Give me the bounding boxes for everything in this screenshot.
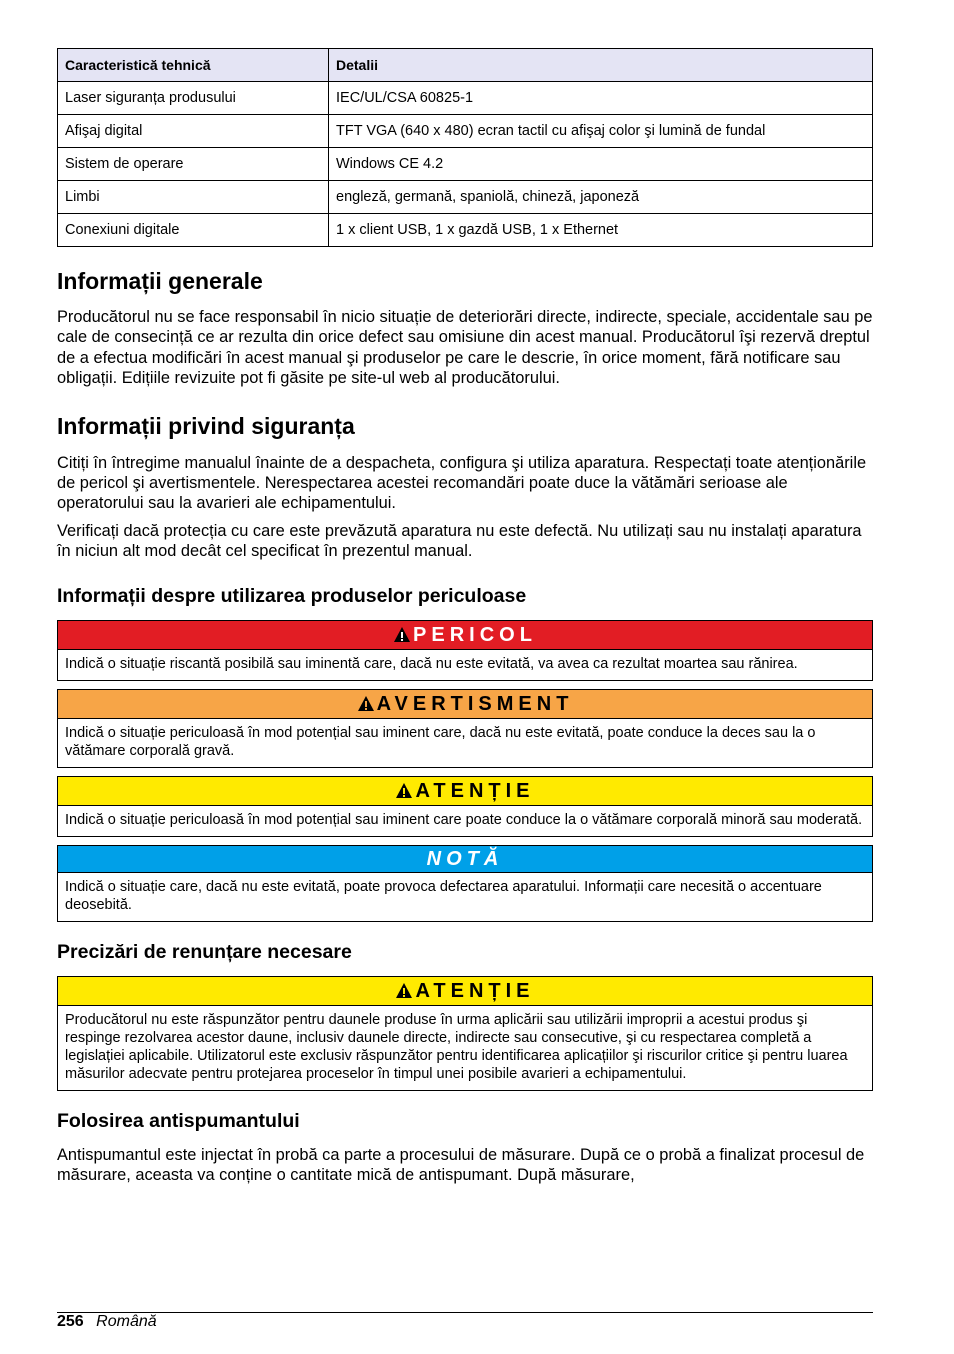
warning-box	[57, 689, 873, 768]
table-cell: Sistem de operare	[58, 148, 329, 181]
antifoam-text: Antispumantul este injectat în probă ca parte a procesului de măsurare. După ce o probă a finalizat procesul de măsurare, aceasta va conține o cantitate mică de antispumant. După măsurare,	[57, 1145, 865, 1185]
table-cell: Afişaj digital	[58, 115, 329, 148]
table-header-row	[58, 49, 873, 82]
notice-text: Indică o situație care, dacă nu este evitată, poate provoca defectarea aparatului. Informații care necesită o accentuare deosebită.	[65, 878, 822, 913]
warning-triangle-icon	[357, 695, 375, 712]
warning-triangle-icon	[395, 982, 413, 999]
table-cell: engleză, germană, spaniolă, chineză, japoneză	[329, 181, 873, 214]
warning-text: Indică o situație periculoasă în mod potențial sau iminent care, dacă nu este evitată, poate conduce la deces sau la o vătămare corporală gravă.	[65, 724, 816, 759]
table-header-cell: Detalii	[329, 49, 873, 82]
general-info-heading: Informații generale	[57, 268, 263, 294]
safety-paragraph-2: Verificați dacă protecția cu care este prevăzută aparatura nu este defectă. Nu utilizați sau nu instalați aparatura în niciun alt mod decât cel specificat în prezentul manual.	[57, 521, 862, 561]
table-cell: TFT VGA (640 x 480) ecran tactil cu afişaj color şi lumină de fundal	[329, 115, 873, 148]
caution-box	[57, 776, 873, 837]
disclaimer-caution-box	[57, 976, 873, 1091]
footer-language: Română	[96, 1313, 157, 1330]
table-row	[58, 181, 873, 214]
table-row	[58, 214, 873, 247]
page-number: 256	[57, 1313, 84, 1330]
table-row	[58, 115, 873, 148]
caution-header	[58, 777, 872, 806]
caution-label: ATENȚIE	[415, 979, 535, 1002]
table-cell: Limbi	[58, 181, 329, 214]
table-row	[58, 82, 873, 115]
table-cell: Laser siguranța produsului	[58, 82, 329, 115]
warning-triangle-icon	[395, 782, 413, 799]
hazard-info-heading: Informații despre utilizarea produselor periculoase	[57, 584, 527, 607]
page-footer	[57, 1312, 873, 1331]
spec-table	[57, 48, 873, 247]
page-content	[57, 48, 873, 1185]
caution-label: ATENȚIE	[415, 779, 535, 802]
table-row	[58, 148, 873, 181]
danger-header	[58, 621, 872, 650]
danger-text: Indică o situație riscantă posibilă sau iminentă care, dacă nu este evitată, va avea ca rezultat moartea sau rănirea.	[65, 655, 798, 672]
notice-header	[58, 846, 872, 873]
table-cell: Windows CE 4.2	[329, 148, 873, 181]
antifoam-heading: Folosirea antispumantului	[57, 1109, 300, 1132]
caution-text: Indică o situație periculoasă în mod potențial sau iminent care poate conduce la o vătămare corporală minoră sau moderată.	[65, 811, 863, 828]
table-header-cell: Caracteristică tehnică	[58, 49, 329, 82]
danger-label: PERICOL	[413, 623, 537, 646]
table-cell: 1 x client USB, 1 x gazdă USB, 1 x Ethernet	[329, 214, 873, 247]
safety-paragraph-1: Citiți în întregime manualul înainte de a despacheta, configura şi utiliza aparatura. Respectați toate atenționările de pericol şi avertismentele. Nerespectarea acestei recomandări poate duce la vătămări serioase ale operatorului sau la avarieri ale echipamentului.	[57, 453, 867, 513]
notice-label: NOTĂ	[426, 847, 504, 870]
disclaimer-heading: Precizări de renunțare necesare	[57, 940, 352, 963]
disclaimer-text: Producătorul nu este răspunzător pentru daunele produse în urma aplicării sau utilizării improprii a acestui produs şi respinge rezolvarea acestor daune, inclusiv daunele directe, indirecte sau consecutive, şi cu respectarea completă a legislației aplicabile. Utilizatorul este exclusiv răspunzător pentru identificarea aplicațiilor şi riscurilor critice şi pentru luarea măsurilor adecvate pentru protejarea proceselor în timpul unei posibile avarieri a echipamentului.	[65, 1011, 848, 1082]
safety-info-heading: Informații privind siguranța	[57, 412, 355, 439]
table-cell: IEC/UL/CSA 60825-1	[329, 82, 873, 115]
warning-triangle-icon	[393, 626, 411, 643]
warning-header	[58, 690, 872, 719]
general-info-text: Producătorul nu se face responsabil în nicio situație de deteriorări directe, indirecte, speciale, accidentale sau pe cale de consecință ce ar rezulta din orice defect sau omisiune din acest manual. Producătorul îşi rezervă dreptul de a efectua modificări în acest manual şi produselor pe care le descrie, în orice moment, fără notificare sau obligații. Edițiile revizuite pot fi găsite pe site-ul web al producătorului.	[57, 308, 873, 388]
warning-label: AVERTISMENT	[376, 692, 574, 715]
notice-box	[57, 845, 873, 922]
danger-box	[57, 620, 873, 681]
caution-header	[58, 977, 872, 1006]
table-cell: Conexiuni digitale	[58, 214, 329, 247]
